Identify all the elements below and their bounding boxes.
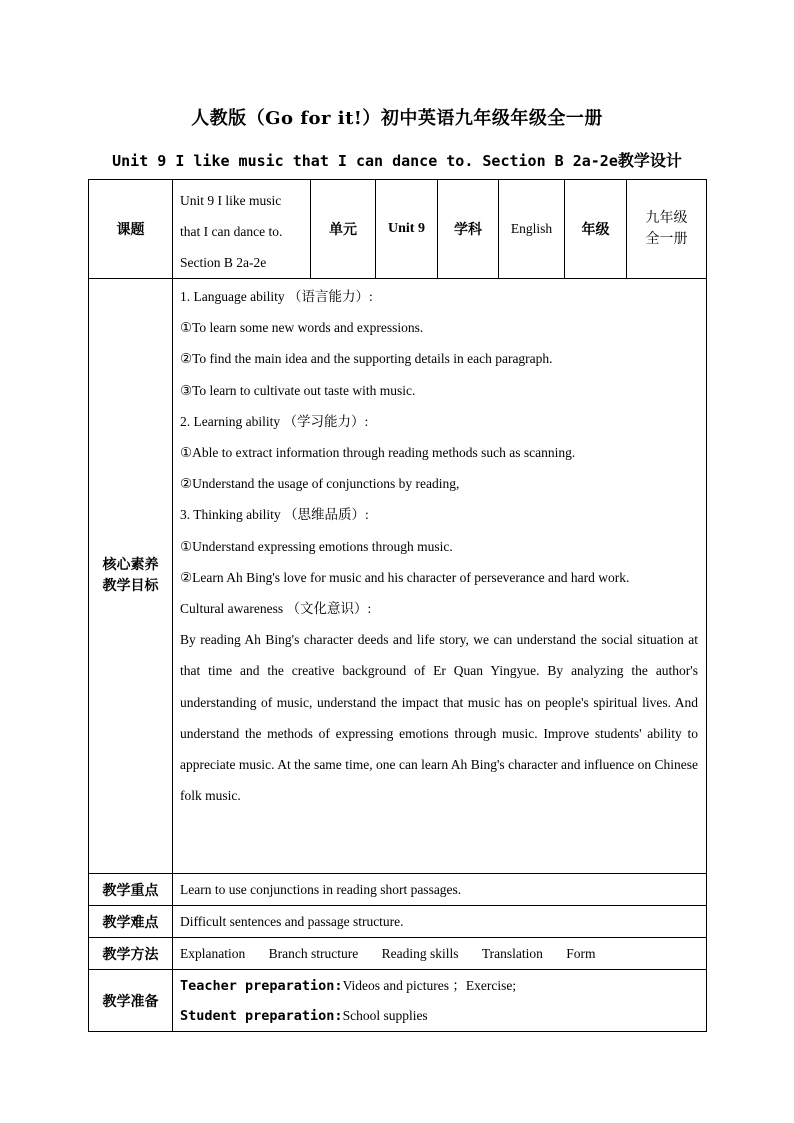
document-title: 人教版（Go for it!）初中英语九年级年级全一册 (191, 108, 603, 129)
unit-value: Unit 9 (376, 180, 438, 279)
grade-line: 九年级 (645, 210, 688, 226)
grade-label: 年级 (565, 180, 627, 279)
document-subtitle (0, 148, 794, 171)
teacher-preparation (180, 971, 706, 1001)
student-preparation-label: Student preparation: (180, 1007, 343, 1024)
method-item: Branch structure (268, 945, 359, 961)
student-preparation (180, 1001, 706, 1031)
goal-line: ②Understand the usage of conjunctions by reading, (180, 476, 460, 492)
method-item: Translation (481, 945, 543, 961)
preparation-value (173, 970, 707, 1032)
focus-value: Learn to use conjunctions in reading short passages. (173, 874, 707, 906)
header-row (89, 180, 707, 279)
topic-value (173, 180, 311, 279)
goal-paragraph-ahbing: ②Learn Ah Bing's love for music and his character of perseverance and hard work. (180, 569, 630, 585)
focus-row (89, 874, 707, 906)
subtitle-english: Unit 9 I like music that I can dance to. Section B 2a-2e (112, 152, 618, 170)
goals-content (173, 279, 707, 874)
teacher-preparation-label: Teacher preparation: (180, 977, 343, 994)
preparation-row (89, 970, 707, 1032)
subject-value: English (499, 180, 565, 279)
cultural-awareness-heading: Cultural awareness （文化意识）: (180, 601, 372, 617)
subtitle-chinese: 教学设计 (617, 151, 682, 170)
topic-label: 课题 (89, 180, 173, 279)
goals-label (89, 279, 173, 874)
difficulty-row (89, 906, 707, 938)
goal-line: ①Understand expressing emotions through music. (180, 538, 453, 554)
topic-line: Section B 2a-2e (180, 255, 267, 270)
goal-line: 3. Thinking ability （思维品质）: (180, 507, 369, 523)
cultural-awareness-paragraph: By reading Ah Bing's character deeds and life story, we can understand the social situation at that time and the creative background of Er Quan Yingyue. By analyzing the author's understanding of music, understand the impact that music has on people's spiritual lives. And understand the methods of expressing emotions through music. Improve students' ability to appreciate music. At the same time, one can learn Ah Bing's character and influence on Chinese folk music. (180, 632, 698, 804)
goal-line: ②To find the main idea and the supporting details in each paragraph. (180, 351, 553, 367)
lesson-plan-table (88, 179, 707, 1032)
goal-line: ①To learn some new words and expressions. (180, 320, 424, 336)
method-item: Explanation (180, 945, 246, 961)
methods-value (173, 938, 707, 970)
unit-label: 单元 (311, 180, 376, 279)
grade-line: 全一册 (645, 231, 688, 247)
subject-label: 学科 (438, 180, 499, 279)
student-preparation-value: School supplies (342, 1007, 428, 1023)
goals-row (89, 279, 707, 874)
method-item: Form (566, 945, 596, 961)
methods-label: 教学方法 (89, 938, 173, 970)
difficulty-value: Difficult sentences and passage structure. (173, 906, 707, 938)
goal-line: ①Able to extract information through reading methods such as scanning. (180, 445, 576, 461)
grade-value (627, 180, 707, 279)
focus-label: 教学重点 (89, 874, 173, 906)
goals-label-line: 教学目标 (102, 578, 159, 594)
preparation-label: 教学准备 (89, 970, 173, 1032)
goal-line: ③To learn to cultivate out taste with music. (180, 382, 416, 398)
goal-line: 2. Learning ability （学习能力）: (180, 413, 369, 429)
difficulty-label: 教学难点 (89, 906, 173, 938)
goals-label-line: 核心素养 (102, 557, 159, 573)
teacher-preparation-value: Videos and pictures ；Exercise; (342, 977, 517, 993)
methods-row (89, 938, 707, 970)
method-item: Reading skills (381, 945, 459, 961)
topic-line: Unit 9 I like music (180, 193, 282, 208)
topic-line: that I can dance to. (180, 224, 283, 239)
goal-line: 1. Language ability （语言能力）: (180, 289, 373, 304)
